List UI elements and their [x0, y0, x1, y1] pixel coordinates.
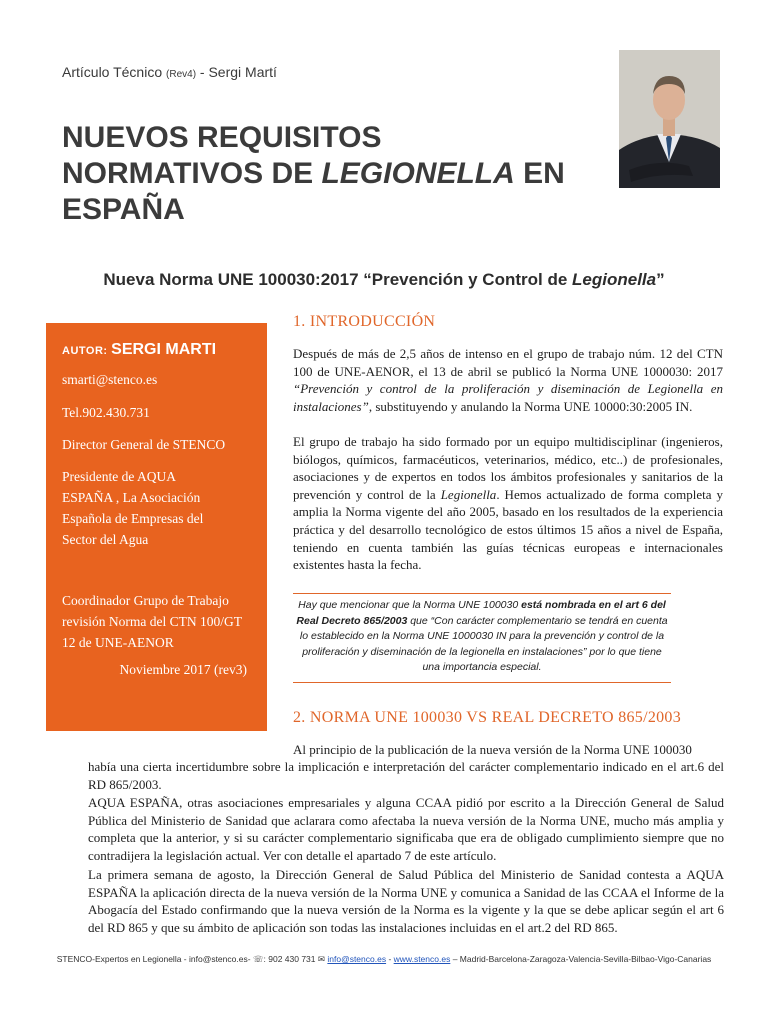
- footer-text-b: – Madrid-Barcelona-Zaragoza-Valencia-Sevilla-Bilbao-Vigo-Canarias: [450, 954, 712, 964]
- author-role-aqua: Presidente de AQUA ESPAÑA , La Asociación Española de Empresas del Sector del Agua: [62, 469, 204, 547]
- author-phone: Tel.902.430.731: [62, 405, 150, 420]
- author-label: AUTOR:: [62, 345, 108, 357]
- s1p2-b: Legionella: [440, 486, 497, 502]
- quote-b: está nombrada en el art 6 del Real Decreto 865/2003: [296, 599, 666, 627]
- section-2-heading: 2. NORMA UNE 100030 VS REAL DECRETO 865/2003: [293, 709, 682, 726]
- subtitle-legionella: Legionella: [572, 270, 657, 289]
- footer-web-link[interactable]: www.stenco.es: [393, 954, 451, 964]
- author-sidebar: [46, 323, 267, 731]
- section-2-paragraph-1: había una cierta incertidumbre sobre la implicación e interpretación del carácter complementario indicado en el art.6 del RD 865/2003.: [88, 759, 724, 792]
- title-line-2-c: EN: [514, 157, 565, 190]
- section-2-paragraph-1-first: Al principio de la publicación de la nueva versión de la Norma UNE 100030: [293, 742, 692, 757]
- author-role-stenco: Director General de STENCO: [62, 437, 226, 452]
- author-name: SERGI MARTI: [111, 341, 217, 358]
- revision-label: (Rev4): [166, 69, 197, 80]
- s1p2-c: . Hemos actualizado de forma completa y amplia la Norma vigente del año 2005, basado en los resultados de la experiencia práctica y del desarrollo tecnológico de estos últimos 15 años a nivel de España, teniendo en cuenta también las guías técnicas europeas e internacionales existentes hasta la fecha.: [293, 486, 723, 573]
- highlight-quote: [293, 593, 671, 683]
- s1p1-c: , substituyendo y anulando la Norma UNE 10000:30:2005 IN.: [368, 398, 693, 414]
- author-email: smarti@stenco.es: [62, 372, 158, 387]
- header-author: - Sergi Martí: [199, 64, 277, 80]
- quote-c: que “Con carácter complementario se tendrá en cuenta lo establecido en la Norma UNE 1000030 IN para la prevención y control de la proliferación y diseminación de la legionella en instalaciones” por lo que tiene una importancia especial.: [299, 614, 668, 673]
- footer-text-a: STENCO-Expertos en Legionella - info@stenco.es- ☏: 902 430 731 ✉: [56, 954, 328, 964]
- author-heading: [62, 341, 251, 359]
- section-1-paragraph-2: [293, 433, 723, 574]
- title-legionella: LEGIONELLA: [321, 157, 515, 190]
- author-role-coordinator: Coordinador Grupo de Trabajo revisión Norma del CTN 100/GT 12 de UNE-AENOR: [62, 593, 242, 650]
- document-date: Noviembre 2017 (rev3): [119, 662, 247, 677]
- author-photo: [619, 50, 720, 188]
- section-1-heading: 1. INTRODUCCIÓN: [293, 313, 436, 330]
- title-line-1: NUEVOS REQUISITOS: [62, 121, 382, 154]
- title-line-3: ESPAÑA: [62, 193, 185, 226]
- article-type: Artículo Técnico: [62, 64, 163, 80]
- section-2-paragraph-3: La primera semana de agosto, la Dirección General de Salud Pública del Ministerio de Sanidad contesta a AQUA ESPAÑA la aplicación directa de la nueva versión de la Norma UNE y comunica a Sanidad de las CCAA el Informe de la Abogacía del Estado confirmando que la nueva versión de la Norma es la vigente y la que se debe aplicar según el art 6 del RD 865 y que su ámbito de aplicación son todas las instalaciones incluidas en el art.2 del RD 865.: [88, 867, 724, 935]
- subtitle-a: Nueva Norma UNE 100030:2017 “Prevención y Control de: [103, 270, 573, 289]
- article-header: [62, 64, 277, 80]
- page-subtitle: [0, 270, 768, 290]
- page-footer: [0, 954, 768, 965]
- s1p2-a: El grupo de trabajo ha sido formado por un equipo multidisciplinar (ingenieros, biólogos, químicos, farmacéuticos, veterinarios, médico, etc..) de profesionales, asociaciones y de expertos en todos los ámbitos profesionales y sanitarios de la prevención y control de la: [293, 434, 723, 502]
- footer-email-link[interactable]: info@stenco.es: [327, 954, 387, 964]
- s1p1-a: Después de más de 2,5 años de intenso en el grupo de trabajo núm. 12 del CTN 100 de UNE-AENOR, el 13 de abril se publicó la Norma UNE 1000030: 2017: [293, 346, 723, 379]
- subtitle-c: ”: [656, 270, 665, 289]
- section-1-paragraph-1: [293, 345, 723, 415]
- section-2-paragraph-2: AQUA ESPAÑA, otras asociaciones empresariales y alguna CCAA pidió por escrito a la Dirección General de Salud Pública del Ministerio de Sanidad que aclarara como afectaba la nueva versión de la Norma UNE, mucho más amplia y completa que la anterior, y si su carácter complementario significaba que era de obligado cumplimiento siempre que no contradijera la legislación actual. Ver con detalle el apartado 7 de este artículo.: [88, 795, 724, 863]
- s1p1-b: “Prevención y control de la proliferación y diseminación de Legionella en instalaciones”: [293, 381, 723, 414]
- title-line-2-a: NORMATIVOS DE: [62, 157, 322, 190]
- footer-sep: -: [386, 954, 394, 964]
- quote-a: Hay que mencionar que la Norma UNE 100030: [298, 599, 522, 611]
- page-title: [62, 120, 602, 228]
